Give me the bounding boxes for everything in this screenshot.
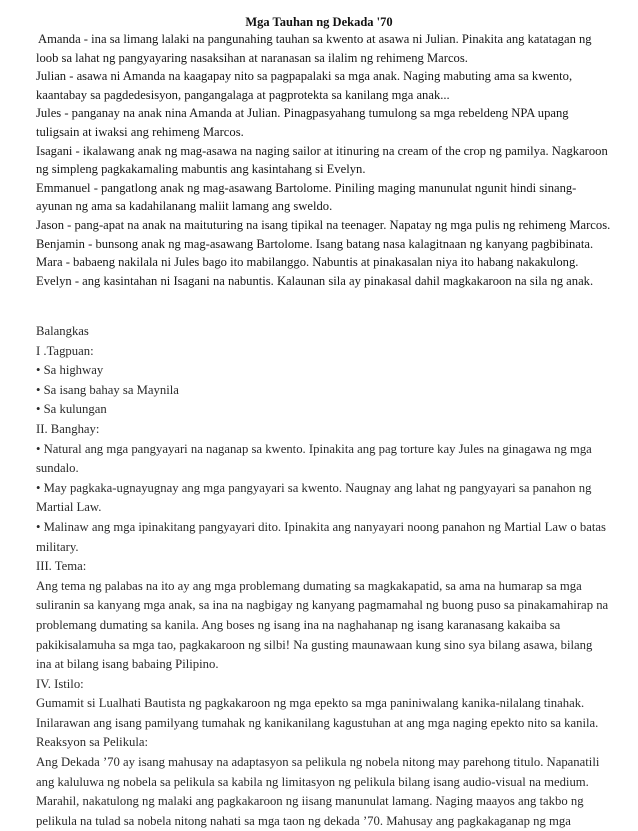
characters-section bbox=[36, 30, 611, 290]
character-paragraph: Julian - asawa ni Amanda na kaagapay nito sa pagpapalaki sa mga anak. Naging mabuting ama sa kwento, kaantabay sa pagdedesisyon, pangangalaga at pagprotekta sa kanilang mga anak... bbox=[36, 69, 573, 102]
theme-paragraph: Ang tema ng palabas na ito ay ang mga problemang dumating sa magkakapatid, sa ama na humarap sa mga suliranin sa kanyang mga anak, sa ina na nagbigay ng kanyang pagmamahal ng buong puso sa pinakamahirap na problemang dumating sa kanila. Ang boses ng isang ina na naghahanap ng isang karanasang kakaiba sa pakikisalamuha sa mga tao, pagkakaroon ng silbi! Na gusting maunawaan kung sino sya bilang asawa, bilang ina at bilang isang babaing Pilipino. bbox=[36, 578, 609, 672]
section-heading-style: IV. Istilo: bbox=[36, 676, 84, 691]
character-paragraph: Isagani - ikalawang anak ng mag-asawa na naging sailor at itinuring na cream of the crop ng pamilya. Nagkaroon ng simpleng pagkakamaling mabuntis ang kasintahang si Evelyn. bbox=[36, 143, 608, 177]
character-paragraph: Jules - panganay na anak nina Amanda at Julian. Pinagpasyahang tumulong sa mga rebeldeng NPA upang tuligsain at iwaksi ang rehimeng Marcos. bbox=[36, 106, 569, 139]
outline-heading: Balangkas bbox=[36, 324, 89, 338]
character-paragraph: Evelyn - ang kasintahan ni Isagani na nabuntis. Kalaunan sila ay pinakasal dahil magkakaroon na sila ng anak. bbox=[36, 273, 594, 288]
bullet-item: • Natural ang mga pangyayari na naganap sa kwento. Ipinakita ang pag torture kay Jules na ginagawa ng mga sundalo. bbox=[36, 441, 592, 476]
character-paragraph: Mara - babaeng nakilala ni Jules bago ito mabilanggo. Nabuntis at pinakasalan niya ito habang nakakulong. bbox=[36, 255, 579, 270]
section-heading-setting: I .Tagpuan: bbox=[36, 343, 94, 358]
section-heading-reaction: Reaksyon sa Pelikula: bbox=[36, 735, 149, 750]
outline-section bbox=[36, 322, 611, 831]
bullet-item: • Sa kulungan bbox=[36, 402, 107, 417]
bullet-item: • Sa highway bbox=[36, 363, 104, 378]
bullet-item: • Sa isang bahay sa Maynila bbox=[36, 382, 179, 397]
character-paragraph: Emmanuel - pangatlong anak ng mag-asawang Bartolome. Piniling maging manunulat ngunit hindi sinang-ayunan ng ama sa kadahilanang maliit lamang ang sweldo. bbox=[36, 180, 577, 214]
bullet-item: • Malinaw ang mga ipinakitang pangyayari dito. Ipinakita ang nanyayari noong panahon ng Martial Law o batas military. bbox=[36, 519, 606, 554]
reaction-paragraph: Ang Dekada ’70 ay isang mahusay na adaptasyon sa pelikula ng nobela nitong may parehong titulo. Napanatili ang kaluluwa ng nobela sa pelikula sa kabila ng limitasyon ng pelikula bilang isang audio-visual na medium. Marahil, nakatulong ng malaki ang pagkakaroon ng iisang manunulat lamang. Naging maayos ang takbo ng pelikula na tulad sa nobela nitong nahati sa mga taon ng dekada ’70. Mahusay ang pagkakaganap ng mga bbox=[36, 755, 600, 828]
character-paragraph: Jason - pang-apat na anak na maituturing na isang tipikal na teenager. Napatay ng mga pulis ng rehimeng Marcos. bbox=[36, 217, 611, 232]
section-heading-plot: II. Banghay: bbox=[36, 421, 100, 436]
character-paragraph: Amanda - ina sa limang lalaki na pangunahing tauhan sa kwento at asawa ni Julian. Pinakita ang katatagan ng loob sa lahat ng pangyayaring nasaksihan at naranasan sa ilalim ng rehimeng Marcos. bbox=[36, 32, 592, 65]
bullet-item: • May pagkaka-ugnayugnay ang mga pangyayari sa kwento. Naugnay ang lahat ng pangyayari sa panahon ng Martial Law. bbox=[36, 480, 592, 515]
character-paragraph: Benjamin - bunsong anak ng mag-asawang Bartolome. Isang batang nasa kalagitnaan ng kanyang pagbibinata. bbox=[36, 236, 594, 251]
style-paragraph: Gumamit si Lualhati Bautista ng pagkakaroon ng mga epekto sa mga paniniwalang kanika-nilalang tinahak. Inilarawan ang isang pamilyang tumahak ng kanikanilang kagustuhan at ang mga naging epekto nito sa kanila. bbox=[36, 696, 599, 730]
section-heading-theme: III. Tema: bbox=[36, 559, 87, 574]
document-title: Mga Tauhan ng Dekada '70 bbox=[245, 15, 393, 29]
